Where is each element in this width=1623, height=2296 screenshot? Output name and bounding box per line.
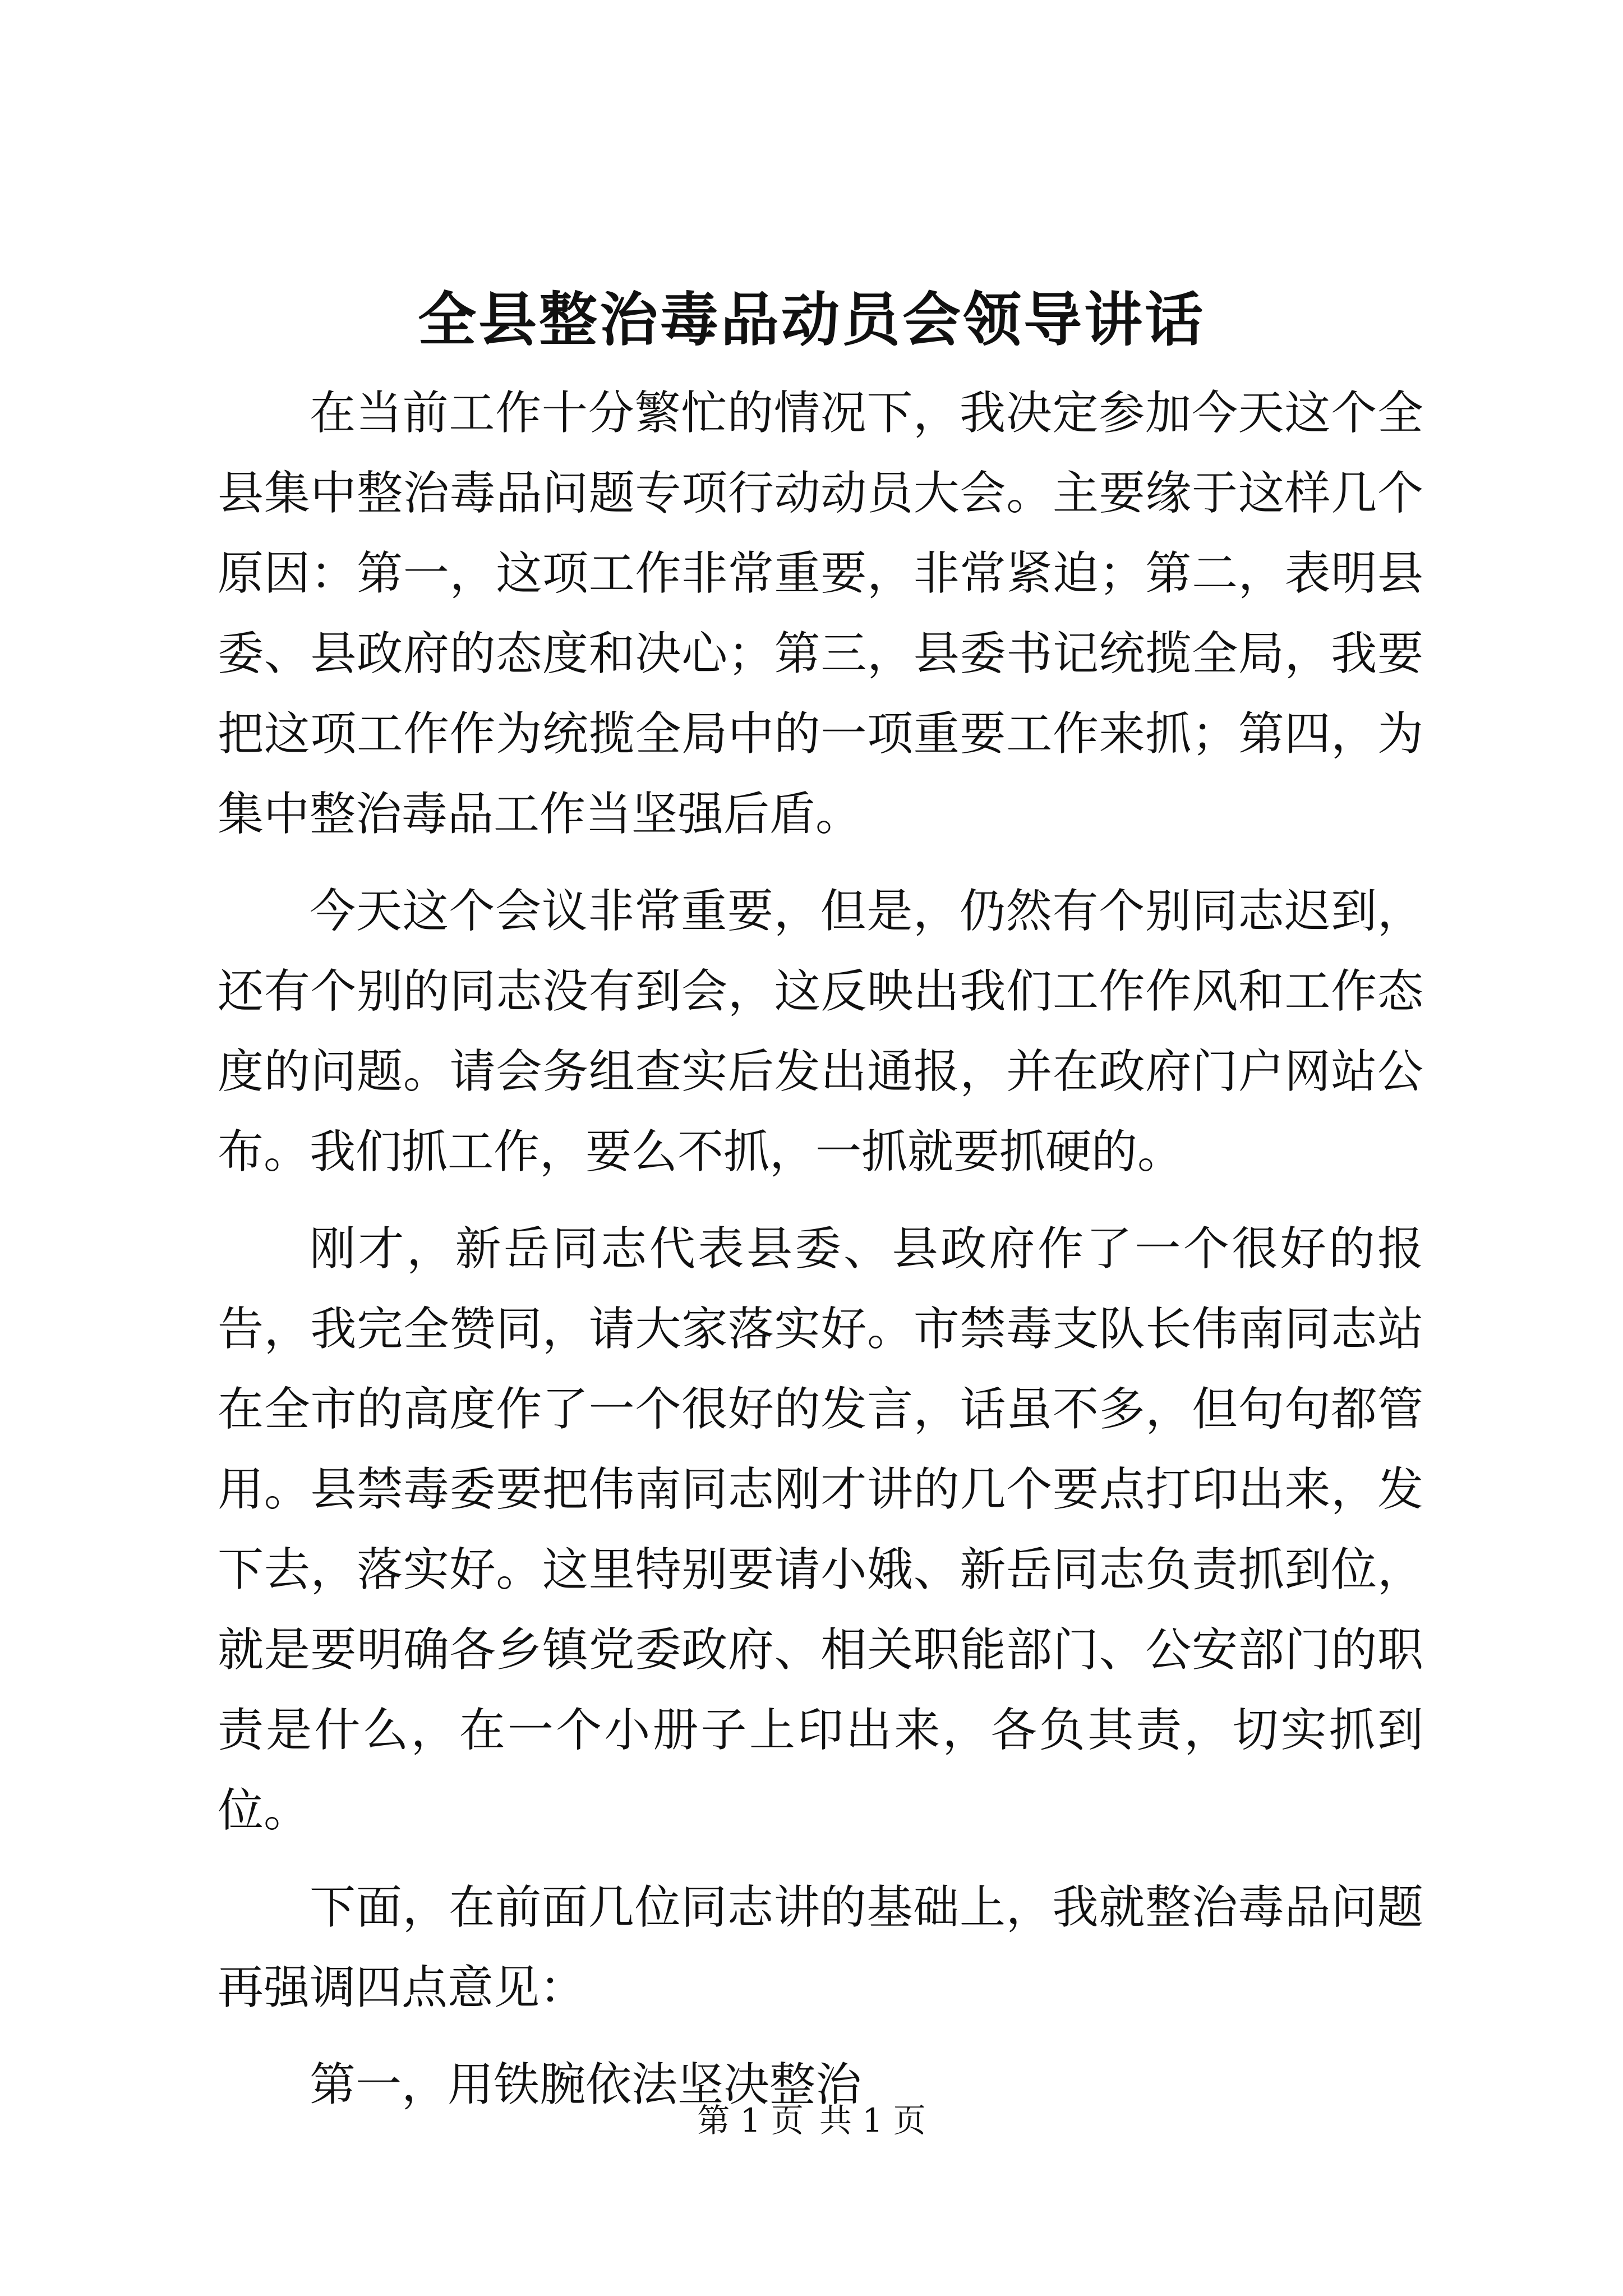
paragraph-1: 在当前工作十分繁忙的情况下，我决定参加今天这个全县集中整治毒品问题专项行动动员大会。主要缘于这样几个原因：第一，这项工作非常重要，非常紧迫；第二，表明县委、县政府的态度和决心；第三，县委书记统揽全局，我要把这项工作作为统揽全局中的一项重要工作来抓；第四，为集中整治毒品工作当坚强后盾。: [218, 386, 1423, 841]
paragraph-4: 下面，在前面几位同志讲的基础上，我就整治毒品问题再强调四点意见：: [218, 1881, 1423, 2014]
document-title: 全县整治毒品动员会领导讲话: [417, 285, 1205, 354]
page-total: 共 1 页: [819, 2101, 926, 2139]
document-body: [218, 373, 1423, 2125]
page-footer: [0, 2098, 1623, 2143]
paragraph-3: 刚才，新岳同志代表县委、县政府作了一个很好的报告，我完全赞同，请大家落实好。市禁毒支队长伟南同志站在全市的高度作了一个很好的发言，话虽不多，但句句都管用。县禁毒委要把伟南同志刚才讲的几个要点打印出来，发下去，落实好。这里特别要请小娥、新岳同志负责抓到位，就是要明确各乡镇党委政府、相关职能部门、公安部门的职责是什么，在一个小册子上印出来，各负其责，切实抓到位。: [218, 1222, 1423, 1837]
section-heading: 第一，用铁腕依法坚决整治: [310, 2058, 862, 2111]
page-number: 第 1 页: [697, 2101, 804, 2139]
paragraph-2: 今天这个会议非常重要，但是，仍然有个别同志迟到，还有个别的同志没有到会，这反映出我们工作作风和工作态度的问题。请会务组查实后发出通报，并在政府门户网站公布。我们抓工作，要么不抓，一抓就要抓硬的。: [218, 885, 1423, 1179]
